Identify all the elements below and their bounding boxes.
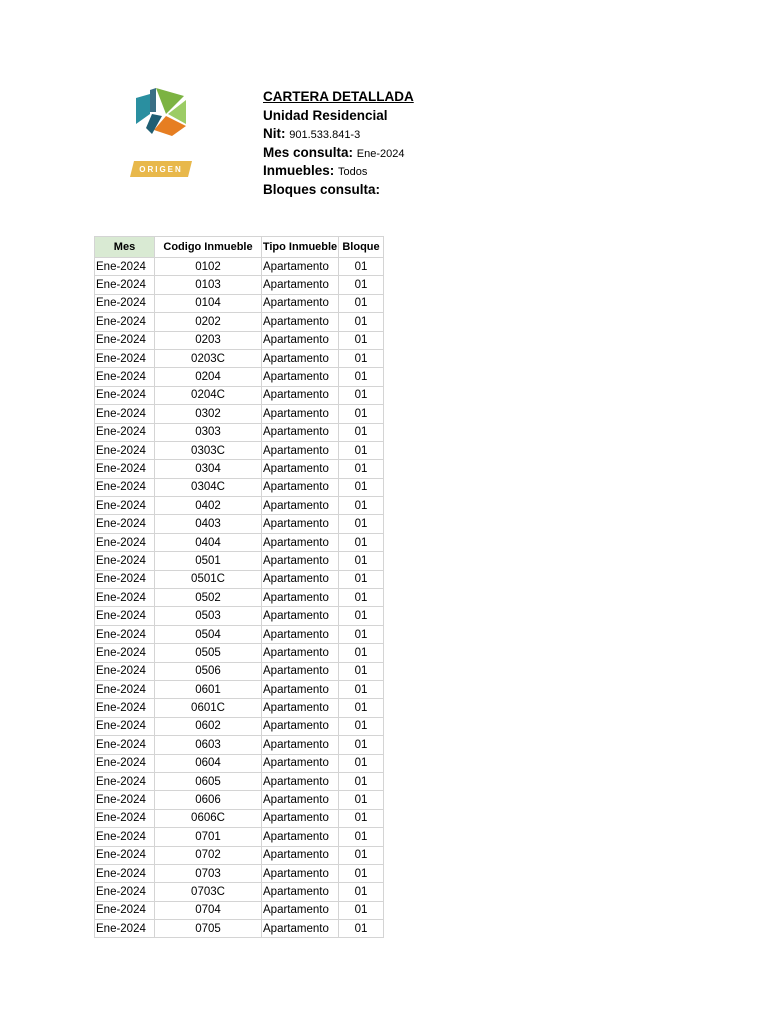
- cell-tipo: Apartamento: [262, 331, 339, 349]
- cell-bloque: 01: [339, 662, 384, 680]
- cell-bloque: 01: [339, 644, 384, 662]
- cell-tipo: Apartamento: [262, 864, 339, 882]
- cell-tipo: Apartamento: [262, 349, 339, 367]
- cell-bloque: 01: [339, 864, 384, 882]
- cell-codigo: 0606C: [155, 809, 262, 827]
- column-header-mes: Mes: [95, 237, 155, 258]
- origen-badge: [130, 160, 192, 178]
- cell-mes: Ene-2024: [95, 644, 155, 662]
- cell-bloque: 01: [339, 368, 384, 386]
- cell-tipo: Apartamento: [262, 441, 339, 459]
- cell-bloque: 01: [339, 772, 384, 790]
- cell-mes: Ene-2024: [95, 625, 155, 643]
- cell-bloque: 01: [339, 570, 384, 588]
- cell-mes: Ene-2024: [95, 607, 155, 625]
- cell-bloque: 01: [339, 294, 384, 312]
- table-row: [95, 276, 384, 294]
- table-body: [95, 258, 384, 938]
- cell-bloque: 01: [339, 533, 384, 551]
- cell-tipo: Apartamento: [262, 607, 339, 625]
- cell-tipo: Apartamento: [262, 405, 339, 423]
- cell-mes: Ene-2024: [95, 294, 155, 312]
- cell-mes: Ene-2024: [95, 846, 155, 864]
- mes-value: Ene-2024: [356, 147, 405, 160]
- cell-tipo: Apartamento: [262, 680, 339, 698]
- table-row: [95, 533, 384, 551]
- cell-tipo: Apartamento: [262, 699, 339, 717]
- cell-mes: Ene-2024: [95, 791, 155, 809]
- inmuebles-value: Todos: [338, 166, 368, 178]
- report-subtitle: Unidad Residencial: [263, 107, 388, 123]
- table-row: [95, 920, 384, 938]
- cell-codigo: 0505: [155, 644, 262, 662]
- cell-mes: Ene-2024: [95, 386, 155, 404]
- cell-bloque: 01: [339, 405, 384, 423]
- table-row: [95, 791, 384, 809]
- bloques-label: Bloques consulta:: [263, 181, 381, 197]
- table-row: [95, 294, 384, 312]
- cell-bloque: 01: [339, 460, 384, 478]
- table-row: [95, 423, 384, 441]
- cell-codigo: 0702: [155, 846, 262, 864]
- cell-mes: Ene-2024: [95, 699, 155, 717]
- table-row: [95, 258, 384, 276]
- inmuebles-line: [263, 162, 384, 181]
- cell-tipo: Apartamento: [262, 809, 339, 827]
- cell-mes: Ene-2024: [95, 497, 155, 515]
- table-row: [95, 313, 384, 331]
- cell-mes: Ene-2024: [95, 368, 155, 386]
- table-row: [95, 680, 384, 698]
- cell-tipo: Apartamento: [262, 883, 339, 901]
- cell-bloque: 01: [339, 276, 384, 294]
- cell-tipo: Apartamento: [262, 901, 339, 919]
- cell-tipo: Apartamento: [262, 313, 339, 331]
- table-row: [95, 552, 384, 570]
- cell-tipo: Apartamento: [262, 772, 339, 790]
- cell-mes: Ene-2024: [95, 662, 155, 680]
- cell-tipo: Apartamento: [262, 460, 339, 478]
- cell-codigo: 0703: [155, 864, 262, 882]
- cell-mes: Ene-2024: [95, 920, 155, 938]
- table-row: [95, 901, 384, 919]
- table-row: [95, 515, 384, 533]
- cell-tipo: Apartamento: [262, 662, 339, 680]
- table-row: [95, 570, 384, 588]
- cell-mes: Ene-2024: [95, 809, 155, 827]
- table-row: [95, 368, 384, 386]
- cell-codigo: 0402: [155, 497, 262, 515]
- report-title: CARTERA DETALLADA: [263, 89, 414, 104]
- cell-bloque: 01: [339, 625, 384, 643]
- cell-tipo: Apartamento: [262, 423, 339, 441]
- cell-bloque: 01: [339, 423, 384, 441]
- table-row: [95, 349, 384, 367]
- cell-tipo: Apartamento: [262, 754, 339, 772]
- cell-codigo: 0606: [155, 791, 262, 809]
- cell-mes: Ene-2024: [95, 533, 155, 551]
- table-row: [95, 754, 384, 772]
- cell-codigo: 0302: [155, 405, 262, 423]
- table-header-row: [95, 237, 384, 258]
- cell-codigo: 0704: [155, 901, 262, 919]
- cell-tipo: Apartamento: [262, 791, 339, 809]
- column-header-bloque: Bloque: [339, 237, 384, 258]
- table-row: [95, 846, 384, 864]
- cell-bloque: 01: [339, 736, 384, 754]
- cell-tipo: Apartamento: [262, 294, 339, 312]
- cell-codigo: 0202: [155, 313, 262, 331]
- cell-codigo: 0104: [155, 294, 262, 312]
- cell-mes: Ene-2024: [95, 864, 155, 882]
- cell-bloque: 01: [339, 717, 384, 735]
- cell-mes: Ene-2024: [95, 772, 155, 790]
- cell-mes: Ene-2024: [95, 754, 155, 772]
- cell-bloque: 01: [339, 497, 384, 515]
- cell-bloque: 01: [339, 515, 384, 533]
- cell-mes: Ene-2024: [95, 258, 155, 276]
- cell-tipo: Apartamento: [262, 644, 339, 662]
- cell-mes: Ene-2024: [95, 901, 155, 919]
- cell-mes: Ene-2024: [95, 478, 155, 496]
- cell-codigo: 0504: [155, 625, 262, 643]
- cell-tipo: Apartamento: [262, 589, 339, 607]
- cell-codigo: 0602: [155, 717, 262, 735]
- table-row: [95, 405, 384, 423]
- cell-bloque: 01: [339, 441, 384, 459]
- cell-tipo: Apartamento: [262, 846, 339, 864]
- cell-codigo: 0403: [155, 515, 262, 533]
- nit-label: Nit:: [263, 126, 286, 141]
- cell-codigo: 0705: [155, 920, 262, 938]
- cell-mes: Ene-2024: [95, 828, 155, 846]
- table-row: [95, 699, 384, 717]
- cell-bloque: 01: [339, 754, 384, 772]
- cell-tipo: Apartamento: [262, 552, 339, 570]
- table-row: [95, 809, 384, 827]
- cell-codigo: 0603: [155, 736, 262, 754]
- cell-mes: Ene-2024: [95, 717, 155, 735]
- cell-codigo: 0502: [155, 589, 262, 607]
- cell-bloque: 01: [339, 589, 384, 607]
- cell-bloque: 01: [339, 607, 384, 625]
- table-row: [95, 828, 384, 846]
- cell-codigo: 0103: [155, 276, 262, 294]
- cell-bloque: 01: [339, 386, 384, 404]
- table-row: [95, 864, 384, 882]
- cell-bloque: 01: [339, 331, 384, 349]
- cell-tipo: Apartamento: [262, 717, 339, 735]
- cell-codigo: 0204: [155, 368, 262, 386]
- cell-codigo: 0102: [155, 258, 262, 276]
- table-row: [95, 589, 384, 607]
- cell-tipo: Apartamento: [262, 478, 339, 496]
- cell-bloque: 01: [339, 846, 384, 864]
- logo-pie-icon: [126, 84, 196, 144]
- cell-codigo: 0604: [155, 754, 262, 772]
- cell-bloque: 01: [339, 552, 384, 570]
- cell-mes: Ene-2024: [95, 331, 155, 349]
- table-row: [95, 478, 384, 496]
- cell-codigo: 0503: [155, 607, 262, 625]
- cell-bloque: 01: [339, 883, 384, 901]
- cell-bloque: 01: [339, 680, 384, 698]
- table-row: [95, 607, 384, 625]
- column-header-codigo: Codigo Inmueble: [155, 237, 262, 258]
- cell-codigo: 0601: [155, 680, 262, 698]
- table-row: [95, 625, 384, 643]
- cell-tipo: Apartamento: [262, 570, 339, 588]
- cell-codigo: 0501C: [155, 570, 262, 588]
- cell-tipo: Apartamento: [262, 828, 339, 846]
- badge-text: ORIGEN: [139, 164, 183, 174]
- cell-mes: Ene-2024: [95, 405, 155, 423]
- cell-bloque: 01: [339, 349, 384, 367]
- cell-mes: Ene-2024: [95, 276, 155, 294]
- cell-mes: Ene-2024: [95, 736, 155, 754]
- cell-codigo: 0701: [155, 828, 262, 846]
- cell-codigo: 0404: [155, 533, 262, 551]
- cell-mes: Ene-2024: [95, 589, 155, 607]
- cell-codigo: 0203C: [155, 349, 262, 367]
- cell-bloque: 01: [339, 478, 384, 496]
- cell-bloque: 01: [339, 313, 384, 331]
- table-row: [95, 662, 384, 680]
- table-row: [95, 772, 384, 790]
- cell-codigo: 0304C: [155, 478, 262, 496]
- cell-tipo: Apartamento: [262, 258, 339, 276]
- cell-codigo: 0506: [155, 662, 262, 680]
- cell-tipo: Apartamento: [262, 386, 339, 404]
- mes-label: Mes consulta:: [263, 144, 354, 160]
- cell-bloque: 01: [339, 901, 384, 919]
- cell-tipo: Apartamento: [262, 515, 339, 533]
- cell-tipo: Apartamento: [262, 920, 339, 938]
- nit-value: 901.533.841-3: [289, 129, 361, 141]
- cell-mes: Ene-2024: [95, 349, 155, 367]
- cell-codigo: 0304: [155, 460, 262, 478]
- cell-mes: Ene-2024: [95, 680, 155, 698]
- cell-tipo: Apartamento: [262, 625, 339, 643]
- table-row: [95, 883, 384, 901]
- inmuebles-label: Inmuebles:: [263, 163, 335, 178]
- cell-codigo: 0303C: [155, 441, 262, 459]
- cell-codigo: 0703C: [155, 883, 262, 901]
- table-row: [95, 460, 384, 478]
- bloques-line: [263, 181, 384, 200]
- cell-tipo: Apartamento: [262, 736, 339, 754]
- cell-mes: Ene-2024: [95, 883, 155, 901]
- nit-line: [263, 125, 384, 144]
- cell-mes: Ene-2024: [95, 313, 155, 331]
- report-header: [263, 88, 414, 199]
- cell-tipo: Apartamento: [262, 276, 339, 294]
- cell-bloque: 01: [339, 828, 384, 846]
- cell-tipo: Apartamento: [262, 533, 339, 551]
- cell-tipo: Apartamento: [262, 368, 339, 386]
- cell-bloque: 01: [339, 920, 384, 938]
- table-row: [95, 644, 384, 662]
- cell-mes: Ene-2024: [95, 552, 155, 570]
- table-row: [95, 736, 384, 754]
- cell-tipo: Apartamento: [262, 497, 339, 515]
- table-row: [95, 717, 384, 735]
- cell-codigo: 0303: [155, 423, 262, 441]
- cartera-table: [94, 236, 384, 938]
- cell-codigo: 0204C: [155, 386, 262, 404]
- cell-mes: Ene-2024: [95, 515, 155, 533]
- column-header-tipo: Tipo Inmueble: [262, 237, 339, 258]
- cell-mes: Ene-2024: [95, 441, 155, 459]
- table-row: [95, 441, 384, 459]
- table-row: [95, 331, 384, 349]
- cell-mes: Ene-2024: [95, 570, 155, 588]
- cell-codigo: 0601C: [155, 699, 262, 717]
- cell-codigo: 0203: [155, 331, 262, 349]
- cell-mes: Ene-2024: [95, 423, 155, 441]
- cell-mes: Ene-2024: [95, 460, 155, 478]
- cell-codigo: 0501: [155, 552, 262, 570]
- mes-line: [263, 144, 405, 163]
- table-row: [95, 497, 384, 515]
- cell-codigo: 0605: [155, 772, 262, 790]
- cell-bloque: 01: [339, 699, 384, 717]
- table-row: [95, 386, 384, 404]
- cell-bloque: 01: [339, 791, 384, 809]
- cell-bloque: 01: [339, 809, 384, 827]
- cell-bloque: 01: [339, 258, 384, 276]
